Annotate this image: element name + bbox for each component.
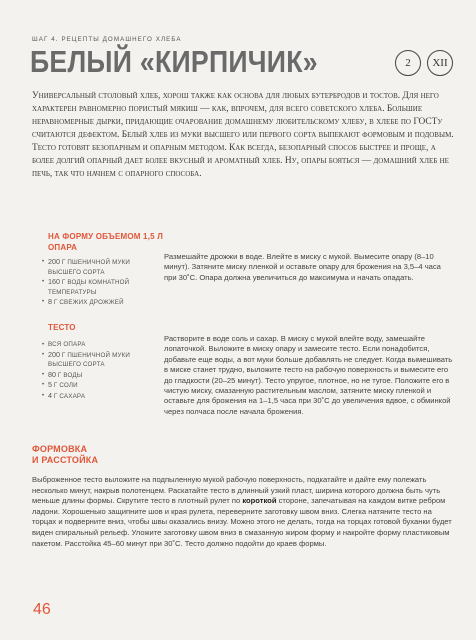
ingredient-item: • 4 Г САХАРА (42, 390, 86, 400)
formovka-instructions (32, 475, 456, 549)
formovka-heading-line1: ФОРМОВКА (32, 444, 88, 454)
intro-text (32, 90, 457, 181)
formovka-text-2: стороне, запечатывая на каждом витке ребром ладони. Хорошенько защипните шов и края рулета, переверните заготовку швом вниз. Слегка натяните тесто на торцах и подверните вниз, чтобы швы оказались внизу. Можно этого не делать, тогда на торцах готовой буханки будет виден спиральный рельеф. Уложите заготовку швом вниз в смазанную жиром форму и накройте форму пластиковым пакетом. Расстойка 45–60 минут при 30˚С. Тесто должно подойти до краев формы. (32, 496, 452, 548)
ingredient-item: • 200 Г ПШЕНИЧНОЙ МУКИ ВЫСШЕГО СОРТА (42, 349, 131, 368)
formovka-heading-line2: И РАССТОЙКА (32, 455, 99, 465)
page-number: 46 (33, 601, 51, 618)
intro-paragraph: Универсальный столовый хлеб, хорош также как основа для любых бутербродов и тостов. Для него характерен равномерно пористый мякиш — как, впрочем, для всего советского хлеба. Большие неравномерные дырки, придающие очарование домашнему любительскому хлебу, в хлебе по ГОСТу считаются дефектом. Белый хлеб из муки высшего или первого сорта выпекают формовым и подовым. Тесто готовят безопарным и опарным методом. Как всегда, безопарный способ быстрее и проще, а более долгий опарный дает более вкусный и ароматный хлеб. Ну, опары бояться — домашний хлеб не печь, так что начнем с опарного способа. (32, 91, 454, 179)
formovka-bold-word: короткой (242, 496, 277, 506)
testo-heading: ТЕСТО (48, 323, 76, 332)
difficulty-badge: 2 (395, 50, 421, 76)
ingredient-item: • 160 Г ВОДЫ КОМНАТНОЙ ТЕМПЕРАТУРЫ (42, 277, 130, 296)
testo-instructions: Растворите в воде соль и сахар. В миску с мукой влейте воду, замешайте лопаточкой. Выложите в миску опару и замесите тесто. Если понадобится, добавьте еще воды, а вот муки больше добавлять не следует. Когда вымешивать в миске станет трудно, выложите тесто на рабочую поверхность и вымесите его до гладкости (20–25 минут). Тесто упругое, плотное, но не тугое. Положите его в чистую миску, смазанную растительным маслом, затяните миску пленкой и оставьте для брожения на 1–1,5 часа при 30˚С до увеличения вдвое, с обминкой через полчаса после начала брожения. (164, 334, 453, 416)
formovka-text-1: Выброженное тесто выложите на подпыленную мукой рабочую поверхность, подкатайте и дайте ему полежать несколько минут, накрыв полотенцем. Раскатайте тесто в длинный узкий пласт, ширина которого должна быть чуть меньше длины формы. Скрутите тесто в плотный рулет по (32, 475, 441, 506)
ingredient-item: • 80 Г ВОДЫ (42, 369, 83, 379)
chapter-label: ШАГ 4. РЕЦЕПТЫ ДОМАШНЕГО ХЛЕБА (32, 36, 182, 43)
opara-heading (48, 231, 163, 253)
recipe-badges (395, 50, 453, 76)
chapter-number-badge: XII (427, 50, 453, 76)
opara-ingredients (42, 257, 131, 308)
ingredient-item: • 8 Г СВЕЖИХ ДРОЖЖЕЙ (42, 297, 124, 306)
ingredient-item: • 200 Г ПШЕНИЧНОЙ МУКИ ВЫСШЕГО СОРТА (42, 257, 131, 276)
opara-instructions: Размешайте дрожжи в воде. Влейте в миску с мукой. Вымесите опару (8–10 минут). Затяните миску пленкой и оставьте опару для брожения на 3,5–4 часа при 30˚С. Опара должна увеличиться до максимума и начать опадать. (164, 252, 441, 282)
testo-ingredients (42, 340, 131, 401)
opara-heading-title: ОПАРА (48, 243, 78, 252)
ingredient-item: • 5 Г СОЛИ (42, 380, 78, 389)
formovka-heading (32, 444, 98, 466)
opara-heading-form: НА ФОРМУ ОБЪЕМОМ 1,5 Л (48, 232, 164, 241)
ingredient-item: • ВСЯ ОПАРА (42, 341, 86, 348)
page-title: БЕЛЫЙ «КИРПИЧИК» (30, 44, 318, 79)
